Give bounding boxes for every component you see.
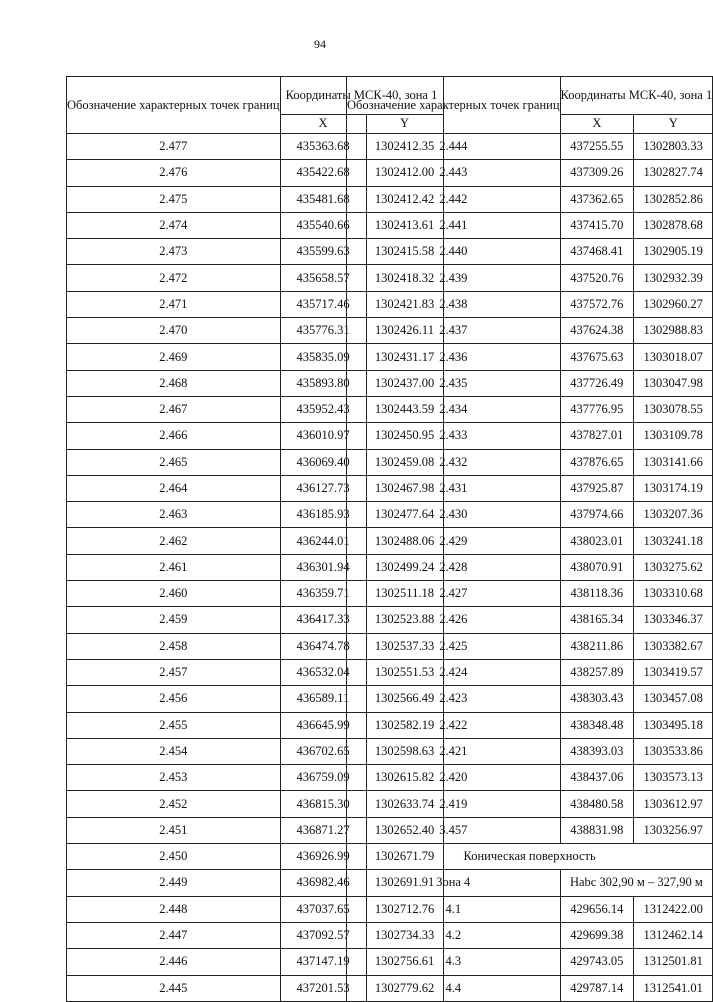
header-x: X: [560, 114, 634, 133]
coord-x: 436759.09: [280, 765, 366, 791]
point-designation: 2.429: [347, 528, 561, 554]
point-designation: 2.430: [347, 502, 561, 528]
table-row: [347, 896, 713, 922]
coord-x: 437147.19: [280, 949, 366, 975]
table-row: [347, 738, 713, 764]
section-title: Коническая поверхность: [347, 844, 713, 870]
point-designation: 2.447: [67, 922, 281, 948]
point-designation: 2.470: [67, 318, 281, 344]
table-row: [347, 817, 713, 843]
coord-y: 1302652.40: [366, 817, 443, 843]
table-row: [347, 212, 713, 238]
coord-x: 436359.71: [280, 581, 366, 607]
coord-y: 1302499.24: [366, 554, 443, 580]
point-designation: 2.465: [67, 449, 281, 475]
coord-y: 1303018.07: [634, 344, 713, 370]
table-row: [347, 160, 713, 186]
point-designation: 2.450: [67, 844, 281, 870]
coord-y: 1303275.62: [634, 554, 713, 580]
coord-x: 436185.93: [280, 502, 366, 528]
coord-y: 1302615.82: [366, 765, 443, 791]
coord-y: 1303310.68: [634, 581, 713, 607]
table-row: [347, 554, 713, 580]
table-row: [347, 581, 713, 607]
coord-y: 1302905.19: [634, 239, 713, 265]
point-designation: 2.449: [67, 870, 281, 896]
table-row: [347, 449, 713, 475]
coord-y: 1302988.83: [634, 318, 713, 344]
coord-x: 429787.14: [560, 975, 634, 1001]
coord-y: 1303174.19: [634, 475, 713, 501]
table-row: [347, 134, 713, 160]
coord-x: 437876.65: [560, 449, 634, 475]
coord-y: 1303612.97: [634, 791, 713, 817]
coord-y: 1302734.33: [366, 922, 443, 948]
coord-x: 437572.76: [560, 291, 634, 317]
point-designation: 2.446: [67, 949, 281, 975]
point-designation: 2.461: [67, 554, 281, 580]
point-designation: 2.456: [67, 686, 281, 712]
coord-x: 436301.94: [280, 554, 366, 580]
table-row: [347, 633, 713, 659]
point-designation: 2.436: [347, 344, 561, 370]
point-designation: 2.438: [347, 291, 561, 317]
coord-y: 1312422.00: [634, 896, 713, 922]
coord-y: 1302426.11: [366, 318, 443, 344]
coord-x: 437726.49: [560, 370, 634, 396]
coord-y: 1303495.18: [634, 712, 713, 738]
coord-x: 435363.68: [280, 134, 366, 160]
point-designation: 2.435: [347, 370, 561, 396]
coord-x: 437415.70: [560, 212, 634, 238]
point-designation: 2.419: [347, 791, 561, 817]
point-designation: 2.467: [67, 396, 281, 422]
point-designation: 2.437: [347, 318, 561, 344]
point-designation: 2.476: [67, 160, 281, 186]
coord-y: 1303256.97: [634, 817, 713, 843]
coord-x: 436645.99: [280, 712, 366, 738]
coord-x: 435776.31: [280, 318, 366, 344]
point-designation: 2.423: [347, 686, 561, 712]
point-designation: 3.457: [347, 817, 561, 843]
coord-x: 435893.80: [280, 370, 366, 396]
point-designation: 2.464: [67, 475, 281, 501]
header-coordinates: Координаты МСК-40, зона 1: [560, 77, 713, 115]
point-designation: 2.451: [67, 817, 281, 843]
coord-x: 436926.99: [280, 844, 366, 870]
coord-x: 436244.01: [280, 528, 366, 554]
coord-y: 1302960.27: [634, 291, 713, 317]
coord-y: 1303533.86: [634, 738, 713, 764]
point-designation: 2.455: [67, 712, 281, 738]
coord-y: 1302878.68: [634, 212, 713, 238]
coord-y: 1302932.39: [634, 265, 713, 291]
coord-x: 438257.89: [560, 659, 634, 685]
coord-y: 1302467.98: [366, 475, 443, 501]
coord-y: 1302431.17: [366, 344, 443, 370]
coord-y: 1302412.42: [366, 186, 443, 212]
coord-x: 435599.63: [280, 239, 366, 265]
coord-y: 1312541.01: [634, 975, 713, 1001]
coord-y: 1312501.81: [634, 949, 713, 975]
coord-y: 1302413.61: [366, 212, 443, 238]
point-designation: 2.463: [67, 502, 281, 528]
coord-x: 435422.68: [280, 160, 366, 186]
point-designation: 4.3: [347, 949, 561, 975]
point-designation: 2.439: [347, 265, 561, 291]
table-row: [347, 423, 713, 449]
coord-y: 1302803.33: [634, 134, 713, 160]
point-designation: 2.471: [67, 291, 281, 317]
coord-y: 1302437.00: [366, 370, 443, 396]
coord-x: 435717.46: [280, 291, 366, 317]
coord-y: 1312462.14: [634, 922, 713, 948]
coord-x: 438831.98: [560, 817, 634, 843]
coord-x: 435481.68: [280, 186, 366, 212]
table-row: [347, 291, 713, 317]
coord-x: 436417.33: [280, 607, 366, 633]
coord-x: 437092.57: [280, 922, 366, 948]
coord-y: 1302598.63: [366, 738, 443, 764]
point-designation: 2.431: [347, 475, 561, 501]
header-designation: Обозначение характерных точек границ: [347, 77, 561, 134]
table-row: [347, 607, 713, 633]
point-designation: 2.434: [347, 396, 561, 422]
header-coordinates: Координаты МСК-40, зона 1: [280, 77, 443, 115]
coord-x: 438118.36: [560, 581, 634, 607]
table-row: [347, 659, 713, 685]
header-y: Y: [366, 114, 443, 133]
zone-label: Зона 4: [347, 870, 561, 896]
coord-x: 429656.14: [560, 896, 634, 922]
coord-y: 1302523.88: [366, 607, 443, 633]
coord-y: 1302412.00: [366, 160, 443, 186]
point-designation: 2.443: [347, 160, 561, 186]
coord-y: 1302671.79: [366, 844, 443, 870]
point-designation: 2.454: [67, 738, 281, 764]
coord-y: 1302756.61: [366, 949, 443, 975]
coord-x: 438437.06: [560, 765, 634, 791]
point-designation: 2.468: [67, 370, 281, 396]
coord-y: 1303346.37: [634, 607, 713, 633]
table-row: [347, 528, 713, 554]
coord-x: 437675.63: [560, 344, 634, 370]
coord-y: 1302415.58: [366, 239, 443, 265]
coord-x: 436069.40: [280, 449, 366, 475]
coord-x: 437624.38: [560, 318, 634, 344]
table-row: [347, 239, 713, 265]
coord-x: 437037.65: [280, 896, 366, 922]
coord-x: 435835.09: [280, 344, 366, 370]
right-table-body: [347, 134, 713, 1002]
point-designation: 2.469: [67, 344, 281, 370]
point-designation: 2.458: [67, 633, 281, 659]
height-range: Нabc 302,90 м – 327,90 м: [560, 870, 713, 896]
coord-x: 436702.65: [280, 738, 366, 764]
coord-x: 436589.11: [280, 686, 366, 712]
point-designation: 2.422: [347, 712, 561, 738]
coord-y: 1302551.53: [366, 659, 443, 685]
table-row: [347, 922, 713, 948]
coord-y: 1302691.91: [366, 870, 443, 896]
header-designation: Обозначение характерных точек границ: [67, 77, 281, 134]
coord-x: 437362.65: [560, 186, 634, 212]
coord-y: 1302488.06: [366, 528, 443, 554]
coord-y: 1302450.95: [366, 423, 443, 449]
coord-x: 437309.26: [560, 160, 634, 186]
header-x: X: [280, 114, 366, 133]
coord-y: 1303573.13: [634, 765, 713, 791]
coord-x: 438303.43: [560, 686, 634, 712]
table-row: [347, 712, 713, 738]
coord-y: 1303207.36: [634, 502, 713, 528]
coord-x: 429699.38: [560, 922, 634, 948]
coord-x: 437974.66: [560, 502, 634, 528]
coord-x: 436982.46: [280, 870, 366, 896]
table-row: [347, 791, 713, 817]
point-designation: 2.457: [67, 659, 281, 685]
coord-y: 1302443.59: [366, 396, 443, 422]
point-designation: 2.462: [67, 528, 281, 554]
point-designation: 2.460: [67, 581, 281, 607]
coord-x: 436871.27: [280, 817, 366, 843]
section-title-row: [347, 844, 713, 870]
coord-x: 435952.43: [280, 396, 366, 422]
table-row: [347, 186, 713, 212]
coord-y: 1302827.74: [634, 160, 713, 186]
coord-y: 1302418.32: [366, 265, 443, 291]
coord-y: 1303047.98: [634, 370, 713, 396]
table-row: [347, 686, 713, 712]
point-designation: 2.444: [347, 134, 561, 160]
coord-x: 435540.66: [280, 212, 366, 238]
point-designation: 2.477: [67, 134, 281, 160]
point-designation: 2.425: [347, 633, 561, 659]
point-designation: 2.420: [347, 765, 561, 791]
point-designation: 2.448: [67, 896, 281, 922]
coord-x: 437255.55: [560, 134, 634, 160]
table-row: [347, 396, 713, 422]
coord-y: 1302537.33: [366, 633, 443, 659]
point-designation: 2.426: [347, 607, 561, 633]
coord-x: 435658.57: [280, 265, 366, 291]
point-designation: 2.452: [67, 791, 281, 817]
point-designation: 2.432: [347, 449, 561, 475]
coord-x: 436010.97: [280, 423, 366, 449]
point-designation: 2.428: [347, 554, 561, 580]
table-row: [347, 765, 713, 791]
table-row: [347, 370, 713, 396]
coord-x: 436815.30: [280, 791, 366, 817]
coord-y: 1303382.67: [634, 633, 713, 659]
coord-y: 1303457.08: [634, 686, 713, 712]
coord-x: 438348.48: [560, 712, 634, 738]
point-designation: 2.433: [347, 423, 561, 449]
point-designation: 2.445: [67, 975, 281, 1001]
coord-x: 437468.41: [560, 239, 634, 265]
coord-x: 437925.87: [560, 475, 634, 501]
zone-row: [347, 870, 713, 896]
point-designation: 2.474: [67, 212, 281, 238]
table-row: [347, 475, 713, 501]
page-number: 94: [314, 37, 326, 51]
coord-y: 1302779.62: [366, 975, 443, 1001]
coordinates-table-right: [346, 76, 713, 1002]
point-designation: 2.459: [67, 607, 281, 633]
coord-x: 438393.03: [560, 738, 634, 764]
point-designation: 2.453: [67, 765, 281, 791]
point-designation: 4.1: [347, 896, 561, 922]
point-designation: 2.427: [347, 581, 561, 607]
coord-y: 1302566.49: [366, 686, 443, 712]
point-designation: 2.442: [347, 186, 561, 212]
coord-x: 438023.01: [560, 528, 634, 554]
coord-x: 437776.95: [560, 396, 634, 422]
coord-x: 437520.76: [560, 265, 634, 291]
coord-y: 1303241.18: [634, 528, 713, 554]
coord-x: 438211.86: [560, 633, 634, 659]
header-y: Y: [634, 114, 713, 133]
point-designation: 2.424: [347, 659, 561, 685]
coord-y: 1302421.83: [366, 291, 443, 317]
coord-y: 1302511.18: [366, 581, 443, 607]
coord-y: 1303078.55: [634, 396, 713, 422]
point-designation: 2.441: [347, 212, 561, 238]
coord-y: 1302712.76: [366, 896, 443, 922]
table-row: [347, 265, 713, 291]
coord-x: 438165.34: [560, 607, 634, 633]
point-designation: 4.4: [347, 975, 561, 1001]
coord-x: 437201.53: [280, 975, 366, 1001]
coord-y: 1302852.86: [634, 186, 713, 212]
coord-y: 1303419.57: [634, 659, 713, 685]
coord-x: 429743.05: [560, 949, 634, 975]
coord-x: 436474.78: [280, 633, 366, 659]
point-designation: 2.475: [67, 186, 281, 212]
coord-x: 438480.58: [560, 791, 634, 817]
coord-x: 436127.73: [280, 475, 366, 501]
coord-x: 438070.91: [560, 554, 634, 580]
point-designation: 2.472: [67, 265, 281, 291]
point-designation: 4.2: [347, 922, 561, 948]
coord-x: 437827.01: [560, 423, 634, 449]
coord-y: 1302459.08: [366, 449, 443, 475]
coord-x: 436532.04: [280, 659, 366, 685]
table-row: [347, 975, 713, 1001]
coord-y: 1303109.78: [634, 423, 713, 449]
point-designation: 2.466: [67, 423, 281, 449]
coord-y: 1303141.66: [634, 449, 713, 475]
table-row: [347, 318, 713, 344]
point-designation: 2.473: [67, 239, 281, 265]
coord-y: 1302477.64: [366, 502, 443, 528]
coord-y: 1302582.19: [366, 712, 443, 738]
table-row: [347, 344, 713, 370]
table-row: [347, 502, 713, 528]
table-row: [347, 949, 713, 975]
point-designation: 2.440: [347, 239, 561, 265]
coord-y: 1302412.35: [366, 134, 443, 160]
coord-y: 1302633.74: [366, 791, 443, 817]
point-designation: 2.421: [347, 738, 561, 764]
